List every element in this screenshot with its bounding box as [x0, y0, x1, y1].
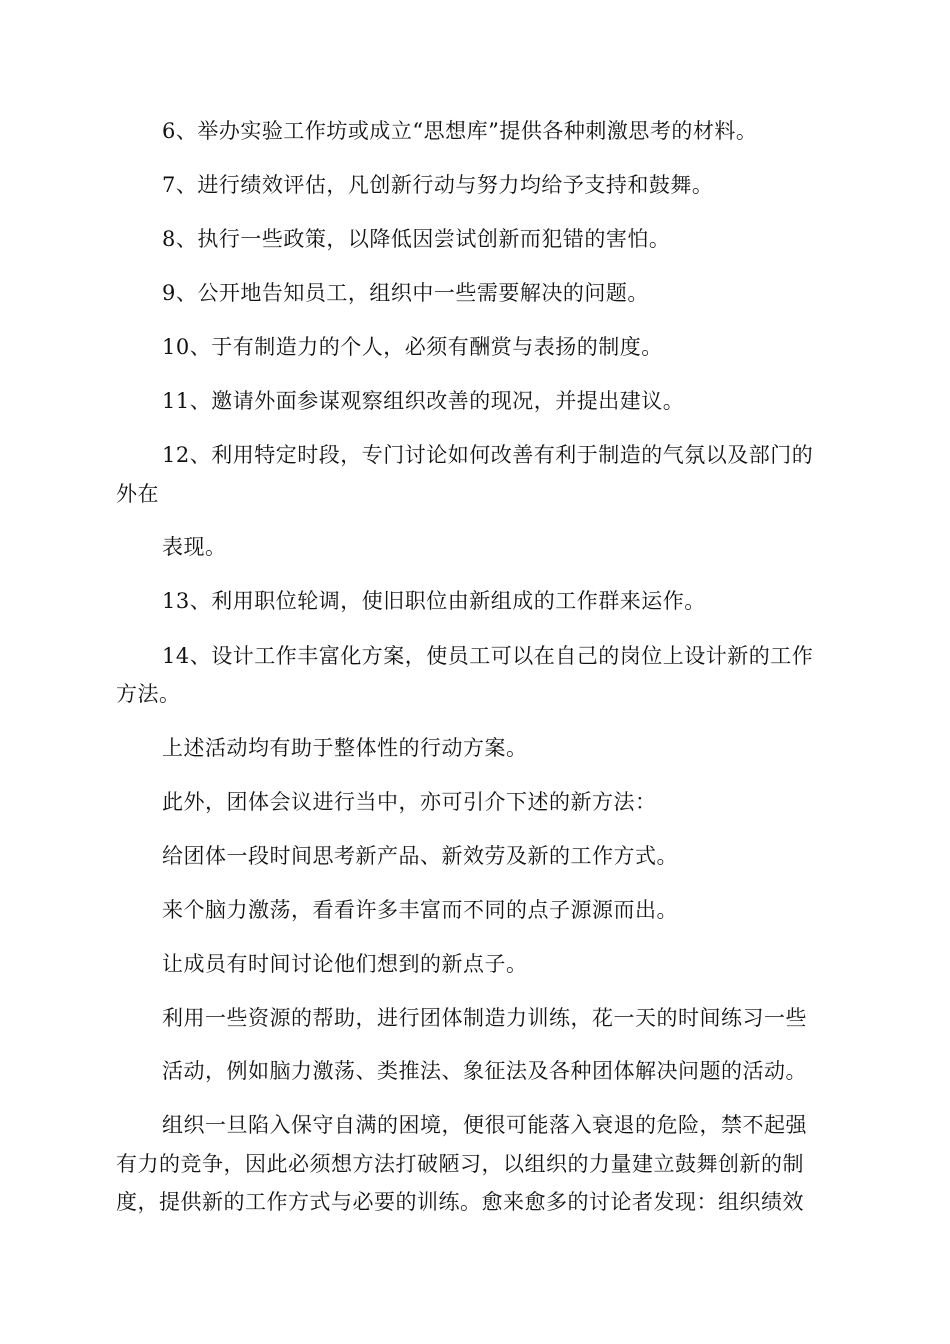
list-item-11: 11、邀请外面参谋观察组织改善的现况，并提出建议。 — [162, 389, 685, 413]
paragraph-summary: 上述活动均有助于整体性的行动方案。 — [162, 736, 528, 760]
paragraph-intro: 此外，团体会议进行当中，亦可引介下述的新方法： — [162, 790, 657, 814]
list-item-12-line-1: 12、利用特定时段，专门讨论如何改善有利于制造的气氛以及部门的 — [162, 443, 814, 467]
list-item-9: 9、公开地告知员工，组织中一些需要解决的问题。 — [162, 281, 649, 305]
paragraph-conclusion-line-1: 组织一旦陷入保守自满的困境，便很可能落入衰退的危险，禁不起强 — [162, 1113, 807, 1137]
list-item-6: 6、举办实验工作坊或成立“思想库”提供各种刺激思考的材料。 — [162, 119, 758, 143]
list-item-12-line-3: 表现。 — [162, 535, 227, 559]
paragraph-method-4-line-1: 利用一些资源的帮助，进行团体制造力训练，花一天的时间练习一些 — [162, 1006, 807, 1030]
paragraph-method-2: 来个脑力激荡，看看许多丰富而不同的点子源源而出。 — [162, 898, 678, 922]
list-item-7: 7、进行绩效评估，凡创新行动与努力均给予支持和鼓舞。 — [162, 173, 714, 197]
list-item-13: 13、利用职位轮调，使旧职位由新组成的工作群来运作。 — [162, 589, 706, 613]
list-item-14-line-2: 方法。 — [116, 682, 181, 706]
list-item-8: 8、执行一些政策，以降低因尝试创新而犯错的害怕。 — [162, 227, 671, 251]
paragraph-conclusion-line-3: 度，提供新的工作方式与必要的训练。愈来愈多的讨论者发现：组织绩效 — [116, 1190, 804, 1214]
list-item-12-line-2: 外在 — [116, 482, 159, 506]
paragraph-method-4-line-2: 活动，例如脑力激荡、类推法、象征法及各种团体解决问题的活动。 — [162, 1059, 807, 1083]
paragraph-method-3: 让成员有时间讨论他们想到的新点子。 — [162, 952, 528, 976]
list-item-14-line-1: 14、设计工作丰富化方案，使员工可以在自己的岗位上设计新的工作 — [162, 644, 814, 668]
list-item-10: 10、于有制造力的个人，必须有酬赏与表扬的制度。 — [162, 335, 663, 359]
paragraph-method-1: 给团体一段时间思考新产品、新效劳及新的工作方式。 — [162, 844, 678, 868]
paragraph-conclusion-line-2: 有力的竞争，因此必须想方法打破陋习，以组织的力量建立鼓舞创新的制 — [116, 1152, 804, 1176]
